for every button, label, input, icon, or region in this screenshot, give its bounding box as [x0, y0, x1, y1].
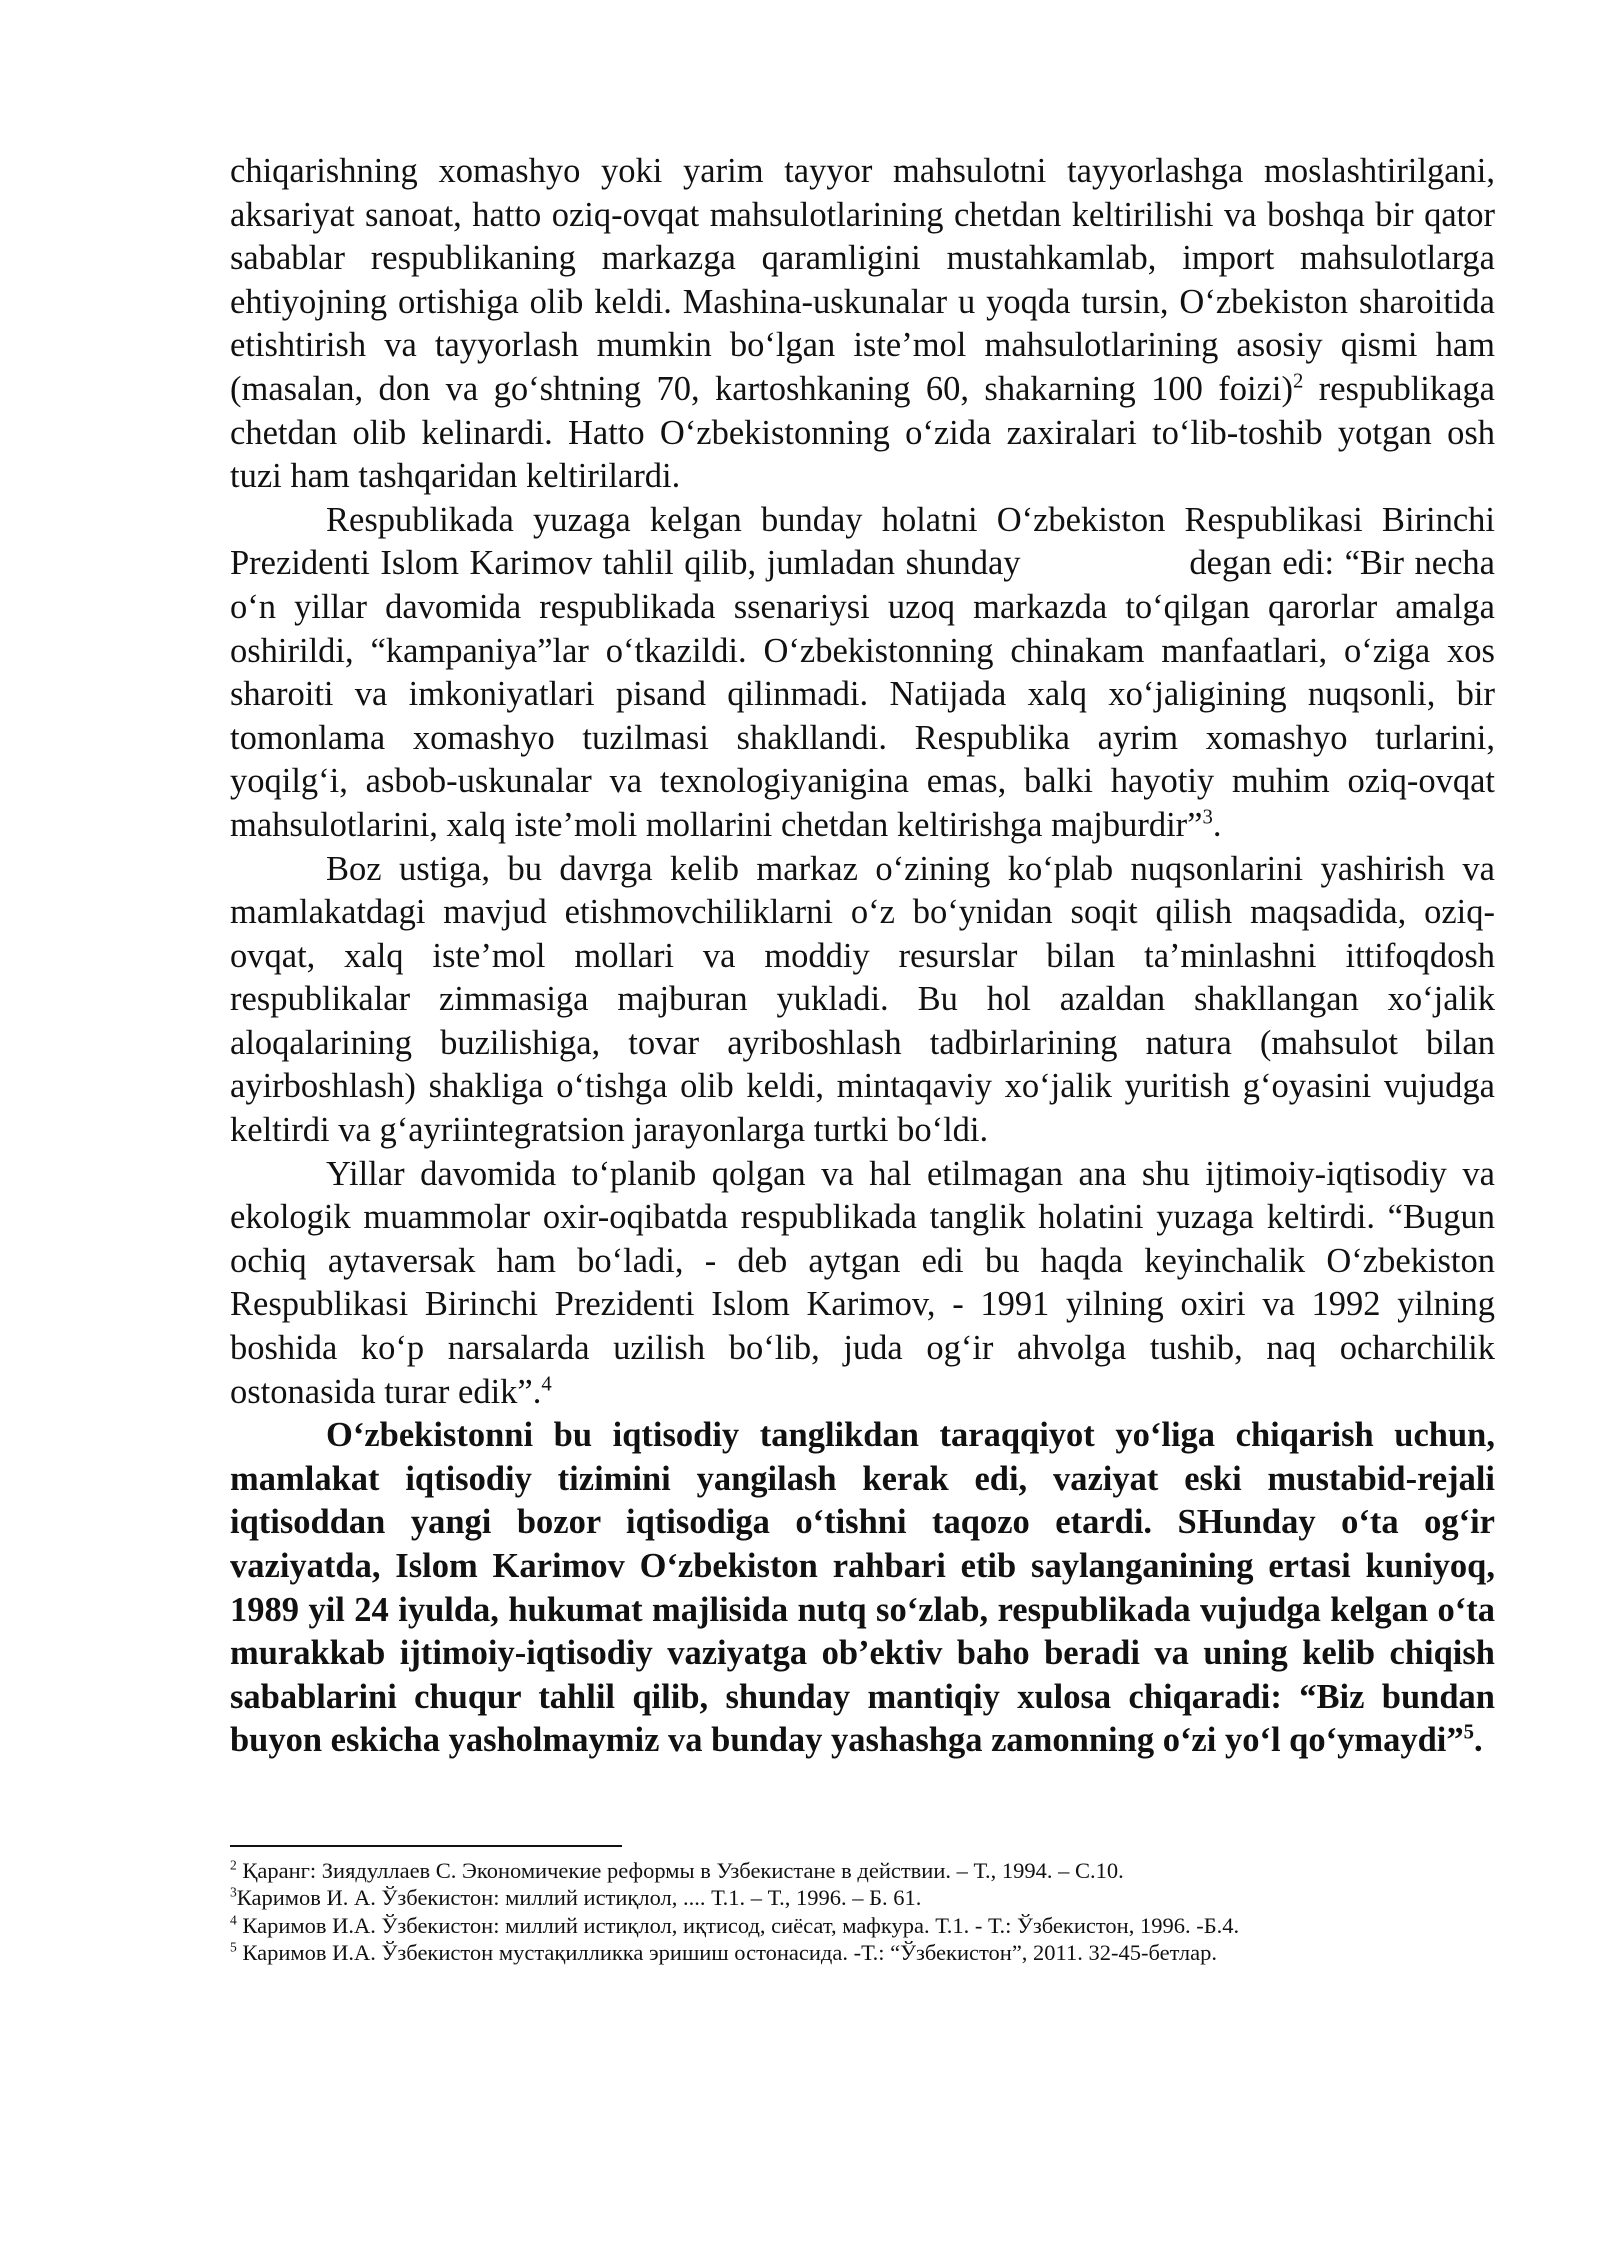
footnote-separator [230, 1845, 622, 1847]
footnote-text: Каримов И.А. Ўзбекистон мустақилликка эришиш остонасида. -Т.: “Ўзбекистон”, 2011. 32-45-бетлар. [236, 1940, 1217, 1966]
footnote-ref-4[interactable]: 4 [541, 1373, 552, 1396]
footnote-number: 2 [230, 1857, 237, 1873]
footnote-text: Қаранг: Зиядуллаев С. Экономичекие реформы в Узбекистане в действии. – Т., 1994. – С.10. [236, 1857, 1124, 1883]
footnote-ref-3[interactable]: 3 [1202, 806, 1213, 829]
paragraph-1-tail: respublikaga chetdan olib kelinardi. Hatto O‘zbekistonning o‘zida zaxiralari to‘lib-toshib yotgan osh tuzi ham tashqaridan keltirilardi. [230, 369, 1495, 496]
footnote-text: Каримов И.А. Ўзбекистон: миллий истиқлол, иқтисод, сиёсат, мафкура. Т.1. - Т.: Ўзбекистон, 1996. -Б.4. [236, 1912, 1240, 1938]
paragraph-1 [230, 150, 1495, 499]
paragraph-3 [230, 848, 1495, 1153]
footnote-text: Каримов И. А. Ўзбекистон: миллий истиқлол, .... Т.1. – Т., 1996. – Б. 61. [236, 1885, 922, 1911]
footnote-number: 4 [230, 1912, 237, 1928]
paragraph-4 [230, 1153, 1495, 1415]
footnote-5 [230, 1939, 1495, 1967]
paragraph-5-text: O‘zbekistonni bu iqtisodiy tanglikdan taraqqiyot yo‘liga chiqarish uchun, mamlakat iqtisodiy tizimini yangilash kerak edi, vaziyat eski mustabid-rejali iqtisoddan yangi bozor iqtisodiga o‘tishni taqozo etardi. SHunday o‘ta og‘ir vaziyatda, Islom Karimov O‘zbekiston rahbari etib saylanganining ertasi kuniyoq, 1989 yil 24 iyulda, hukumat majlisida nutq so‘zlab, respublikada vujudga kelgan o‘ta murakkab ijtimoiy-iqtisodiy vaziyatga ob’ektiv baho beradi va uning kelib chiqish sabablarini chuqur tahlil qilib, shunday mantiqiy xulosa chiqaradi: “Biz bundan buyon eskicha yasholmaymiz va bunday yashashga zamonning o‘zi yo‘l qo‘ymaydi” [230, 1416, 1495, 1760]
footnote-number: 5 [230, 1939, 237, 1955]
footnote-4 [230, 1912, 1495, 1940]
document-page [230, 150, 1539, 1967]
footnote-ref-5[interactable]: 5 [1463, 1721, 1474, 1744]
paragraph-4-text: Yillar davomida to‘planib qolgan va hal etilmagan ana shu ijtimoiy-iqtisodiy va ekologik muammolar oxir-oqibatda respublikada tanglik holatini yuzaga keltirdi. “Bugun ochiq aytaversak ham bo‘ladi, - deb aytgan edi bu haqda keyinchalik O‘zbekiston Respublikasi Birinchi Prezidenti Islom Karimov, - 1991 yilning oxiri va 1992 yilning boshida ko‘p narsalarda uzilish bo‘lib, juda og‘ir ahvolga tushib, naq ocharchilik ostonasida turar edik”. [230, 1154, 1495, 1411]
footnote-2 [230, 1857, 1495, 1885]
paragraph-1-text: chiqarishning xomashyo yoki yarim tayyor mahsulotni tayyorlashga moslashtirilgani, aksariyat sanoat, hatto oziq-ovqat mahsulotlarining chetdan keltirilishi va boshqa bir qator sabablar respublikaning markazga qaramligini mustahkamlab, import mahsulotlarga ehtiyojning ortishiga olib keldi. Mashina-uskunalar u yoqda tursin, O‘zbekiston sharoitida etishtirish va tayyorlash mumkin bo‘lgan iste’mol mahsulotlarining asosiy qismi ham (masalan, don va go‘shtning 70, kartoshkaning 60, shakarning 100 foizi) [230, 152, 1495, 408]
paragraph-2-tail: . [1212, 805, 1222, 844]
footnote-number: 3 [230, 1884, 237, 1900]
paragraph-5 [230, 1414, 1495, 1763]
footnote-3 [230, 1884, 1495, 1912]
paragraph-2 [230, 499, 1539, 848]
footnotes [230, 1857, 1495, 1967]
paragraph-5-tail: . [1473, 1721, 1483, 1760]
footnote-ref-2[interactable]: 2 [1293, 370, 1304, 393]
paragraph-2-text: Respublikada yuzaga kelgan bunday holatni O‘zbekiston Respublikasi Birinchi Prezidenti Islom Karimov tahlil qilib, jumladan shunday degan edi: “Bir necha o‘n yillar davomida respublikada ssenariysi uzoq markazda to‘qilgan qarorlar amalga oshirildi, “kampaniya”lar o‘tkazildi. O‘zbekistonning chinakam manfaatlari, o‘ziga xos sharoiti va imkoniyatlari pisand qilinmadi. Natijada xalq xo‘jaligining nuqsonli, bir tomonlama xomashyo tuzilmasi shakllandi. Respublika ayrim xomashyo turlarini, yoqilg‘i, asbob-uskunalar va texnologiyanigina emas, balki hayotiy muhim oziq-ovqat mahsulotlarini, xalq iste’moli mollarini chetdan keltirishga majburdir” [230, 500, 1539, 844]
paragraph-3-text: Boz ustiga, bu davrga kelib markaz o‘zining ko‘plab nuqsonlarini yashirish va mamlakatdagi mavjud etishmovchiliklarni o‘z bo‘ynidan soqit qilish maqsadida, oziq-ovqat, xalq iste’mol mollari va moddiy resurslar bilan ta’minlashni ittifoqdosh respublikalar zimmasiga majburan yukladi. Bu hol azaldan shakllangan xo‘jalik aloqalarining buzilishiga, tovar ayriboshlash tadbirlarining natura (mahsulot bilan ayirboshlash) shakliga o‘tishga olib keldi, mintaqaviy xo‘jalik yuritish g‘oyasini vujudga keltirdi va g‘ayriintegratsion jarayonlarga turtki bo‘ldi. [230, 849, 1495, 1150]
